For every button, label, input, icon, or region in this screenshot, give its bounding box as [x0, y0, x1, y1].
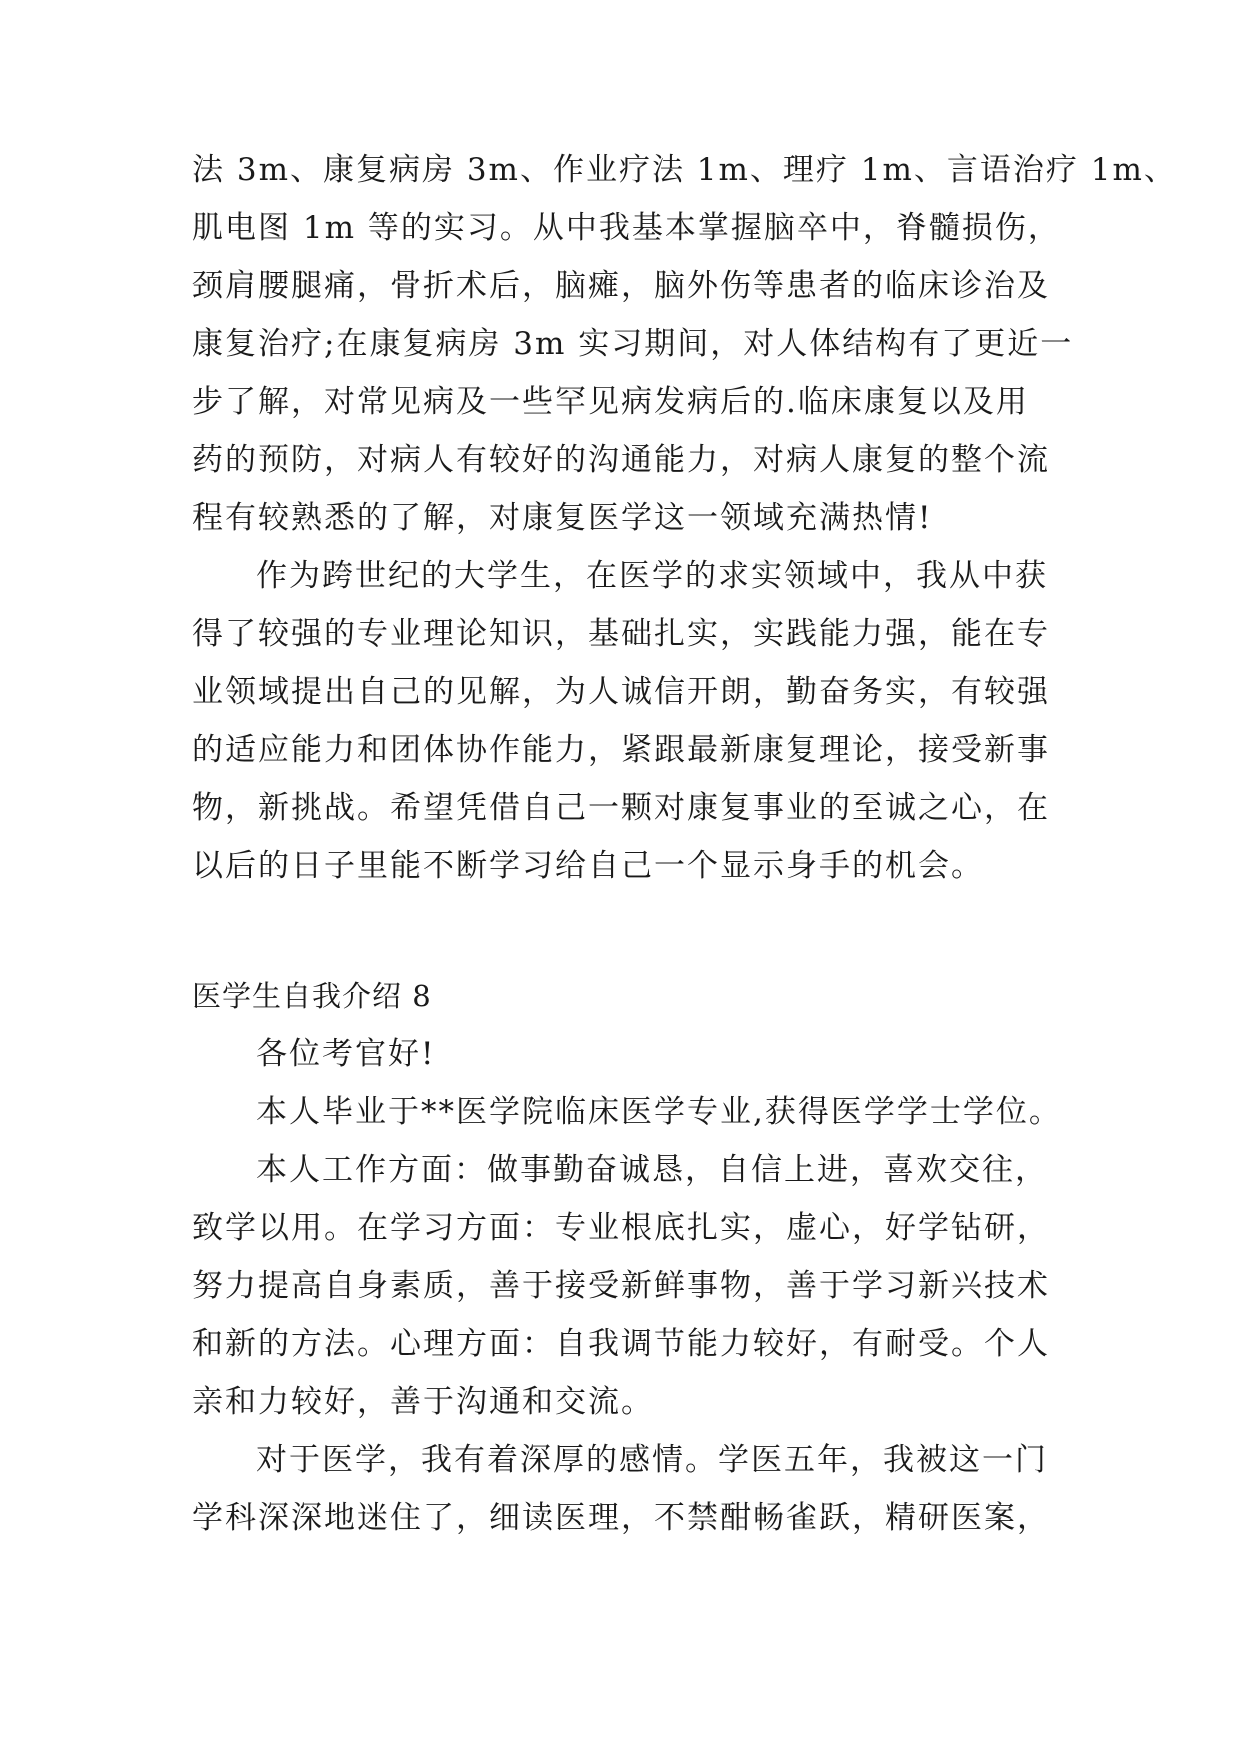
- text-line: 业领域提出自己的见解，为人诚信开朗，勤奋务实，有较强: [192, 674, 1050, 710]
- text-line: 步了解，对常见病及一些罕见病发病后的.临床康复以及用: [192, 384, 1029, 420]
- text-line: 努力提高自身素质，善于接受新鲜事物，善于学习新兴技术: [192, 1268, 1050, 1304]
- text-line: 程有较熟悉的了解，对康复医学这一领域充满热情!: [192, 500, 933, 536]
- text-line: 物，新挑战。希望凭借自己一颗对康复事业的至诚之心，在: [192, 790, 1050, 826]
- text-line: 致学以用。在学习方面：专业根底扎实，虚心，好学钻研，: [192, 1210, 1050, 1246]
- text-line: 学科深深地迷住了，细读医理，不禁酣畅雀跃，精研医案，: [192, 1500, 1050, 1536]
- section-heading: 医学生自我介绍 8: [192, 979, 432, 1013]
- text-line: 康复治疗;在康复病房 3m 实习期间，对人体结构有了更近一: [192, 326, 1074, 362]
- text-line: 药的预防，对病人有较好的沟通能力，对病人康复的整个流: [192, 442, 1050, 478]
- text-line: 法 3m、康复病房 3m、作业疗法 1m、理疗 1m、言语治疗 1m、: [192, 152, 1177, 188]
- text-line: 对于医学，我有着深厚的感情。学医五年，我被这一门: [256, 1442, 1048, 1478]
- text-line: 和新的方法。心理方面：自我调节能力较好，有耐受。个人: [192, 1326, 1050, 1362]
- text-line: 本人毕业于**医学院临床医学专业,获得医学学士学位。: [256, 1094, 1062, 1130]
- text-line: 作为跨世纪的大学生，在医学的求实领域中，我从中获: [256, 558, 1048, 594]
- greeting-line: 各位考官好!: [256, 1036, 436, 1072]
- text-line: 的适应能力和团体协作能力，紧跟最新康复理论，接受新事: [192, 732, 1050, 768]
- text-line: 得了较强的专业理论知识，基础扎实，实践能力强，能在专: [192, 616, 1050, 652]
- text-line: 以后的日子里能不断学习给自己一个显示身手的机会。: [192, 848, 984, 884]
- text-line: 颈肩腰腿痛，骨折术后，脑瘫，脑外伤等患者的临床诊治及: [192, 268, 1050, 304]
- text-line: 肌电图 1m 等的实习。从中我基本掌握脑卒中，脊髓损伤，: [192, 210, 1061, 246]
- text-line: 亲和力较好，善于沟通和交流。: [192, 1384, 654, 1420]
- text-line: 本人工作方面：做事勤奋诚恳，自信上进，喜欢交往，: [256, 1152, 1048, 1188]
